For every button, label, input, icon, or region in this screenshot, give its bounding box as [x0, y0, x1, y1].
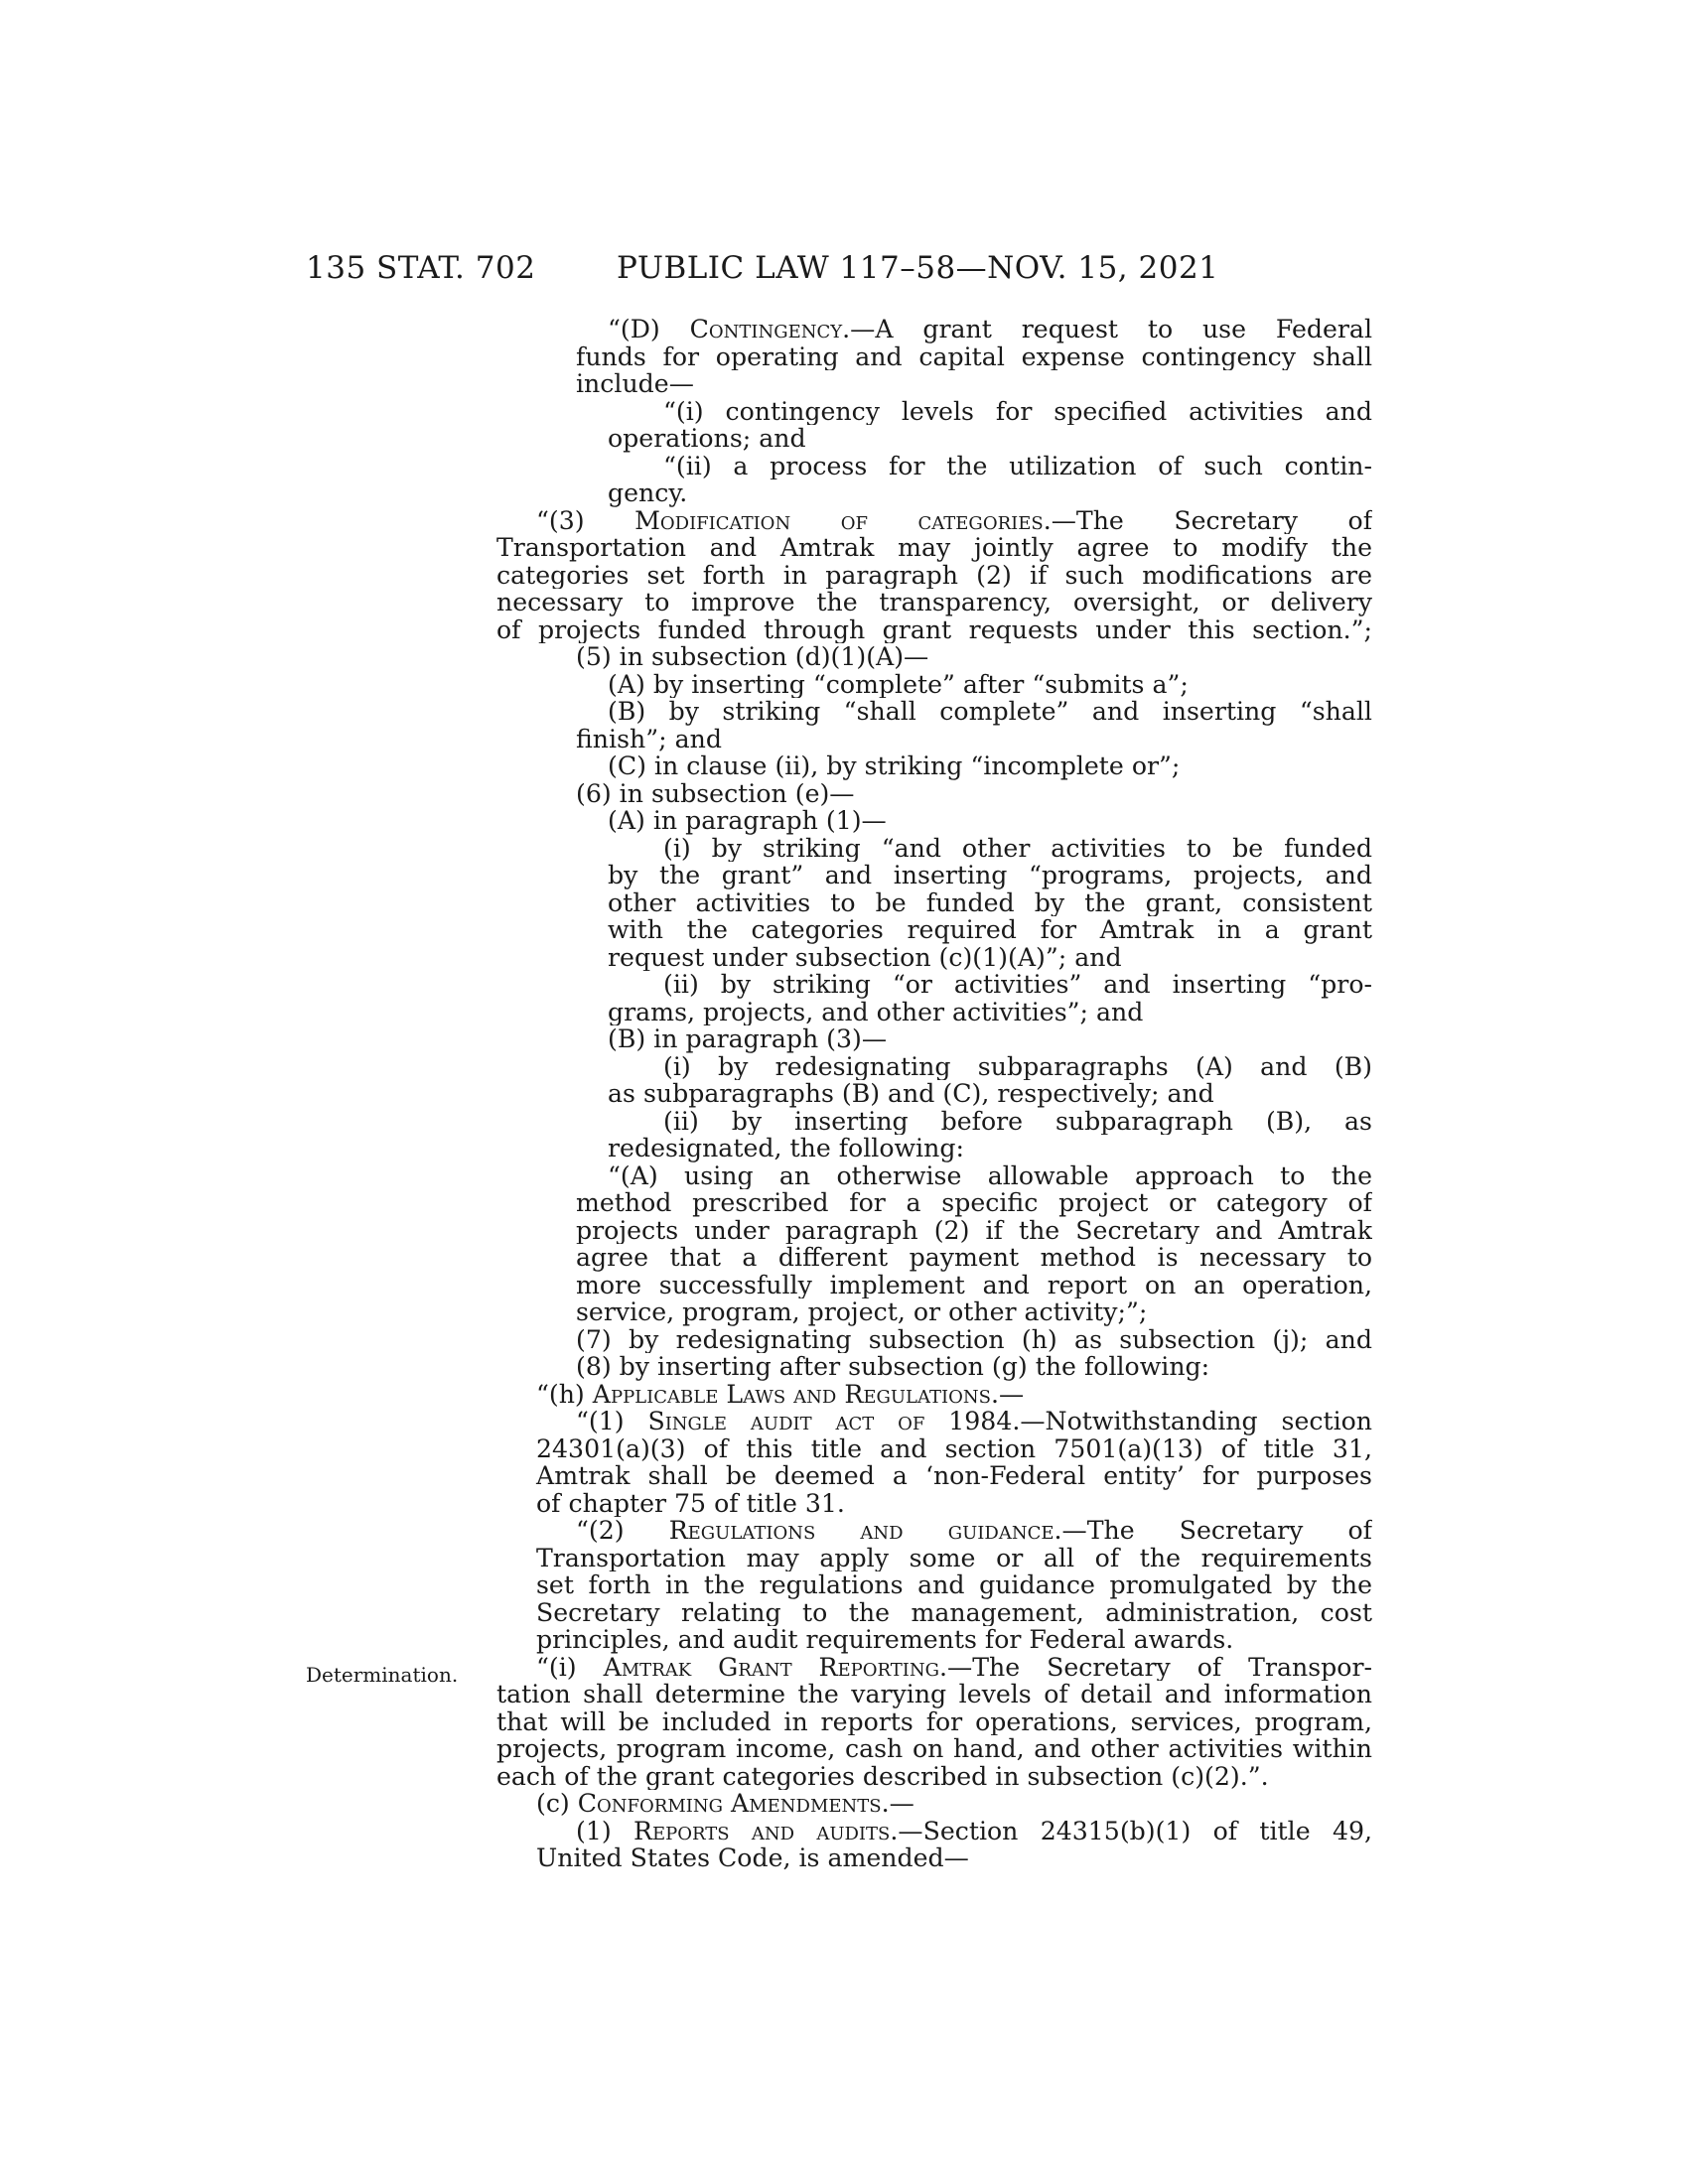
- text-segment: include—: [576, 370, 694, 398]
- text-line: [496, 1189, 1372, 1217]
- text-segment: set forth in the regulations and guidance promulgated by the: [536, 1571, 1372, 1599]
- text-segment: agree that a different payment method is necessary to: [576, 1244, 1372, 1272]
- text-line: [496, 916, 1372, 944]
- text-segment: .—The Secretary of: [1043, 506, 1372, 534]
- text-line: [496, 1763, 1372, 1791]
- text-segment: other activities to be funded by the grant, consistent: [608, 888, 1372, 916]
- text-segment: .—: [881, 1790, 914, 1818]
- text-line: [496, 1135, 1372, 1162]
- text-segment: each of the grant categories described in subsection (c)(2).”.: [496, 1762, 1269, 1790]
- text-segment: United States Code, is amended—: [536, 1844, 969, 1872]
- body-text: [496, 316, 1372, 1872]
- text-segment: more successfully implement and report on an operation,: [576, 1271, 1372, 1298]
- text-line: [496, 671, 1372, 699]
- text-line: [496, 1244, 1372, 1272]
- text-line: [496, 1626, 1372, 1654]
- text-segment: that will be included in reports for operations, services, program,: [496, 1707, 1372, 1735]
- text-segment: principles, and audit requirements for Federal awards.: [536, 1626, 1234, 1654]
- text-segment: by the grant” and inserting “programs, projects, and: [608, 862, 1372, 889]
- text-segment: .—: [990, 1380, 1025, 1408]
- text-segment: grams, projects, and other activities”; and: [608, 998, 1144, 1025]
- text-line: [496, 562, 1372, 590]
- text-line: [496, 999, 1372, 1026]
- text-segment: (1): [576, 1817, 633, 1844]
- text-segment: request under subsection (c)(1)(A)”; and: [608, 943, 1122, 971]
- text-segment: projects under paragraph (2) if the Secretary and Amtrak: [576, 1216, 1372, 1244]
- text-segment: of projects funded through grant requests under this section.”;: [496, 615, 1372, 643]
- page-header-title: PUBLIC LAW 117–58—NOV. 15, 2021: [617, 250, 1219, 286]
- text-segment: operations; and: [608, 425, 806, 453]
- text-line: [496, 971, 1372, 999]
- text-line: [496, 944, 1372, 972]
- text-segment: (A) by inserting “complete” after “submits a”;: [608, 670, 1189, 698]
- text-line: [496, 589, 1372, 616]
- text-segment: method prescribed for a specific project or category of: [576, 1189, 1372, 1217]
- text-line: [496, 1326, 1372, 1354]
- small-caps-heading: Regulations and guidance: [668, 1517, 1055, 1545]
- text-line: [496, 780, 1372, 808]
- text-segment: as subparagraphs (B) and (C), respectively; and: [608, 1080, 1214, 1108]
- text-segment: (i) by striking “and other activities to be funded: [663, 834, 1372, 862]
- text-segment: finish”; and: [576, 725, 722, 752]
- text-line: [496, 479, 1372, 507]
- text-line: [496, 616, 1372, 644]
- text-line: [496, 1053, 1372, 1081]
- text-line: [496, 1681, 1372, 1708]
- text-segment: (ii) by inserting before subparagraph (B), as: [663, 1107, 1372, 1135]
- text-line: [496, 1735, 1372, 1763]
- text-line: [496, 1818, 1372, 1845]
- text-segment: categories set forth in paragraph (2) if such modifications are: [496, 561, 1372, 589]
- small-caps-heading: Reports and audits: [633, 1817, 891, 1844]
- text-line: [496, 1381, 1372, 1409]
- text-line: [496, 1654, 1372, 1682]
- text-line: [496, 1080, 1372, 1108]
- page-header-page-ref: 135 STAT. 702: [306, 250, 536, 286]
- text-segment: of chapter 75 of title 31.: [536, 1489, 845, 1517]
- text-line: [496, 1108, 1372, 1136]
- margin-note: Determination.: [306, 1663, 459, 1687]
- text-line: [496, 343, 1372, 371]
- text-line: [496, 534, 1372, 562]
- text-segment: necessary to improve the transparency, oversight, or delivery: [496, 589, 1372, 616]
- small-caps-heading: Modification of categories: [634, 506, 1044, 534]
- text-segment: projects, program income, cash on hand, and other activities within: [496, 1735, 1372, 1763]
- text-segment: 24301(a)(3) of this title and section 7501(a)(13) of title 31,: [536, 1434, 1372, 1462]
- text-segment: .—The Secretary of: [1054, 1517, 1372, 1545]
- text-segment: “(i) contingency levels for specified activities and: [663, 397, 1372, 425]
- text-segment: .—A grant request to use Federal: [842, 316, 1372, 343]
- text-segment: “(ii) a process for the utilization of such contin-: [663, 452, 1372, 479]
- text-segment: (5) in subsection (d)(1)(A)—: [576, 643, 929, 671]
- text-segment: Transportation may apply some or all of the requirements: [536, 1544, 1372, 1571]
- text-segment: gency.: [608, 479, 688, 507]
- text-line: [496, 1435, 1372, 1463]
- text-segment: tation shall determine the varying levels of detail and information: [496, 1681, 1372, 1708]
- text-line: [496, 862, 1372, 889]
- text-line: [496, 425, 1372, 453]
- text-segment: Secretary relating to the management, administration, cost: [536, 1598, 1372, 1626]
- text-line: [496, 1517, 1372, 1545]
- text-line: [496, 453, 1372, 480]
- text-segment: “(h): [536, 1380, 593, 1408]
- text-line: [496, 889, 1372, 917]
- small-caps-heading: Single audit act of 1984: [647, 1408, 1013, 1435]
- small-caps-heading: Amtrak Grant Reporting: [603, 1653, 940, 1681]
- text-segment: (8) by inserting after subsection (g) the following:: [576, 1353, 1210, 1381]
- text-segment: (i) by redesignating subparagraphs (A) and (B): [663, 1052, 1372, 1080]
- text-line: [496, 807, 1372, 835]
- text-line: [496, 507, 1372, 535]
- text-segment: .—Section 24315(b)(1) of title 49,: [890, 1817, 1372, 1844]
- text-line: [496, 698, 1372, 726]
- text-line: [496, 835, 1372, 863]
- text-segment: service, program, project, or other activity;”;: [576, 1298, 1148, 1326]
- text-segment: “(3): [536, 506, 635, 534]
- text-line: [496, 1462, 1372, 1490]
- text-segment: Transportation and Amtrak may jointly agree to modify the: [496, 534, 1372, 562]
- text-line: [496, 1408, 1372, 1435]
- text-line: [496, 370, 1372, 398]
- text-line: [496, 1545, 1372, 1572]
- small-caps-heading: Applicable Laws and Regulations: [592, 1380, 991, 1408]
- text-line: [496, 726, 1372, 753]
- text-line: [496, 398, 1372, 426]
- text-line: [496, 1790, 1372, 1818]
- text-line: [496, 1298, 1372, 1326]
- text-segment: “(1): [576, 1408, 648, 1435]
- text-segment: (B) by striking “shall complete” and inserting “shall: [608, 698, 1372, 726]
- text-line: [496, 1217, 1372, 1245]
- text-segment: (7) by redesignating subsection (h) as subsection (j); and: [576, 1325, 1372, 1353]
- text-segment: “(A) using an otherwise allowable approach to the: [608, 1161, 1372, 1189]
- text-segment: Amtrak shall be deemed a ‘non-Federal entity’ for purposes: [536, 1462, 1372, 1490]
- text-line: [496, 1599, 1372, 1627]
- text-segment: (B) in paragraph (3)—: [608, 1025, 888, 1053]
- text-line: [496, 1708, 1372, 1736]
- text-line: [496, 643, 1372, 671]
- text-line: [496, 1353, 1372, 1381]
- text-segment: (ii) by striking “or activities” and inserting “pro-: [663, 971, 1372, 999]
- text-line: [496, 316, 1372, 343]
- small-caps-heading: Conforming Amendments: [577, 1790, 882, 1818]
- text-line: [496, 752, 1372, 780]
- text-segment: .—Notwithstanding section: [1012, 1408, 1372, 1435]
- text-segment: (A) in paragraph (1)—: [608, 807, 887, 835]
- text-line: [496, 1571, 1372, 1599]
- text-segment: .—The Secretary of Transpor-: [939, 1653, 1372, 1681]
- small-caps-heading: Contingency: [689, 316, 843, 343]
- text-line: [496, 1162, 1372, 1190]
- text-segment: “(D): [608, 316, 690, 343]
- text-line: [496, 1490, 1372, 1518]
- text-segment: with the categories required for Amtrak in a grant: [608, 916, 1372, 944]
- text-line: [496, 1272, 1372, 1299]
- text-segment: (6) in subsection (e)—: [576, 779, 855, 807]
- text-segment: redesignated, the following:: [608, 1135, 964, 1162]
- text-segment: funds for operating and capital expense contingency shall: [576, 342, 1372, 370]
- text-segment: (c): [536, 1790, 578, 1818]
- text-segment: (C) in clause (ii), by striking “incomplete or”;: [608, 752, 1181, 780]
- text-line: [496, 1844, 1372, 1872]
- text-segment: “(i): [536, 1653, 604, 1681]
- text-line: [496, 1025, 1372, 1053]
- text-segment: “(2): [576, 1517, 669, 1545]
